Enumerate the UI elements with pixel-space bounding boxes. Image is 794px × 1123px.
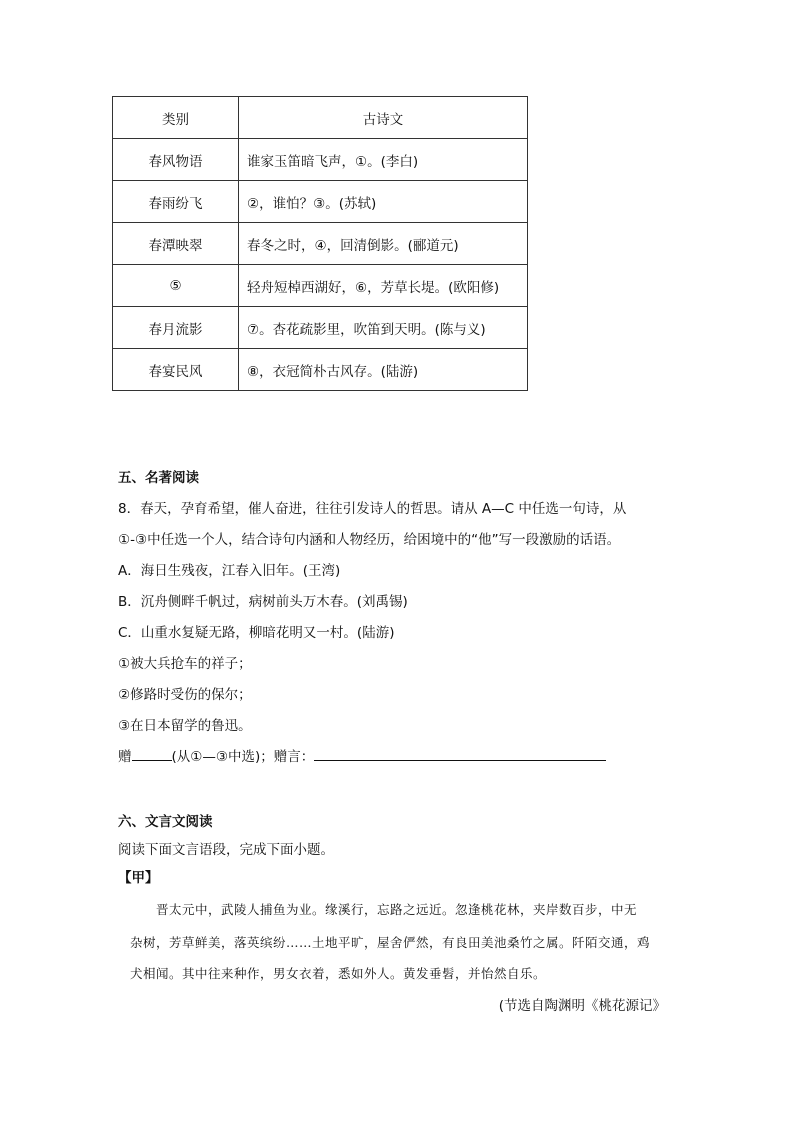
reading-instruction: 阅读下面文言语段，完成下面小题。 (118, 842, 334, 858)
question-8-line1: 8．春天，孕育希望，催人奋进，往往引发诗人的哲思。请从 A—C 中任选一句诗，从 (118, 501, 627, 517)
poem-cell: 春冬之时，④，回清倒影。(郦道元) (239, 223, 528, 265)
passage-label-jia: 【甲】 (118, 870, 159, 886)
category-cell: ⑤ (113, 265, 239, 307)
table-row (113, 223, 528, 265)
passage-line2: 杂树，芳草鲜美，落英缤纷……土地平旷，屋舍俨然，有良田美池桑竹之属。阡陌交通，鸡 (130, 935, 651, 950)
person-2: ②修路时受伤的保尔； (118, 687, 252, 703)
answer-line (118, 745, 606, 765)
table-row (113, 349, 528, 391)
table-header-row (113, 97, 528, 139)
table-row (113, 139, 528, 181)
category-cell: 春宴民风 (113, 349, 239, 391)
column-header-poem: 古诗文 (239, 97, 528, 139)
table-row (113, 265, 528, 307)
poem-cell: 谁家玉笛暗飞声，①。(李白) (239, 139, 528, 181)
section5-heading: 五、名著阅读 (118, 470, 199, 486)
message-blank[interactable] (314, 759, 606, 761)
category-cell: 春潭映翠 (113, 223, 239, 265)
poem-cell: ⑧，衣冠简朴古风存。(陆游) (239, 349, 528, 391)
poem-cell: ⑦。杏花疏影里，吹笛到天明。(陈与义) (239, 307, 528, 349)
table-row (113, 307, 528, 349)
section6-heading: 六、文言文阅读 (118, 814, 213, 830)
option-b: B．沉舟侧畔千帆过，病树前头万木春。(刘禹锡) (118, 594, 408, 610)
category-cell: 春风物语 (113, 139, 239, 181)
person-3: ③在日本留学的鲁迅。 (118, 718, 252, 734)
category-cell: 春雨纷飞 (113, 181, 239, 223)
poem-cell: 轻舟短棹西湖好，⑥，芳草长堤。(欧阳修) (239, 265, 528, 307)
category-cell: 春月流影 (113, 307, 239, 349)
answer-middle: (从①—③中选)；赠言： (171, 749, 315, 765)
option-c: C．山重水复疑无路，柳暗花明又一村。(陆游) (118, 625, 395, 641)
column-header-category: 类别 (113, 97, 239, 139)
question-8-line2: ①-③中任选一个人，结合诗句内涵和人物经历，给困境中的“他”写一段激励的话语。 (118, 532, 621, 548)
table-row (113, 181, 528, 223)
passage-source: (节选自陶渊明《桃花源记》 (498, 998, 666, 1014)
person-1: ①被大兵抢车的祥子； (118, 656, 252, 672)
answer-prefix: 赠 (118, 749, 132, 765)
option-a: A．海日生残夜，江春入旧年。(王湾) (118, 563, 341, 579)
passage-line3: 犬相闻。其中往来种作，男女衣着，悉如外人。黄发垂髫，并怡然自乐。 (130, 966, 547, 981)
poem-cell: ②，谁怕？③。(苏轼) (239, 181, 528, 223)
poem-category-table (112, 96, 528, 391)
passage-line1: 晋太元中，武陵人捕鱼为业。缘溪行，忘路之远近。忽逢桃花林，夹岸数百步，中无 (156, 902, 638, 917)
person-blank[interactable] (132, 759, 172, 761)
